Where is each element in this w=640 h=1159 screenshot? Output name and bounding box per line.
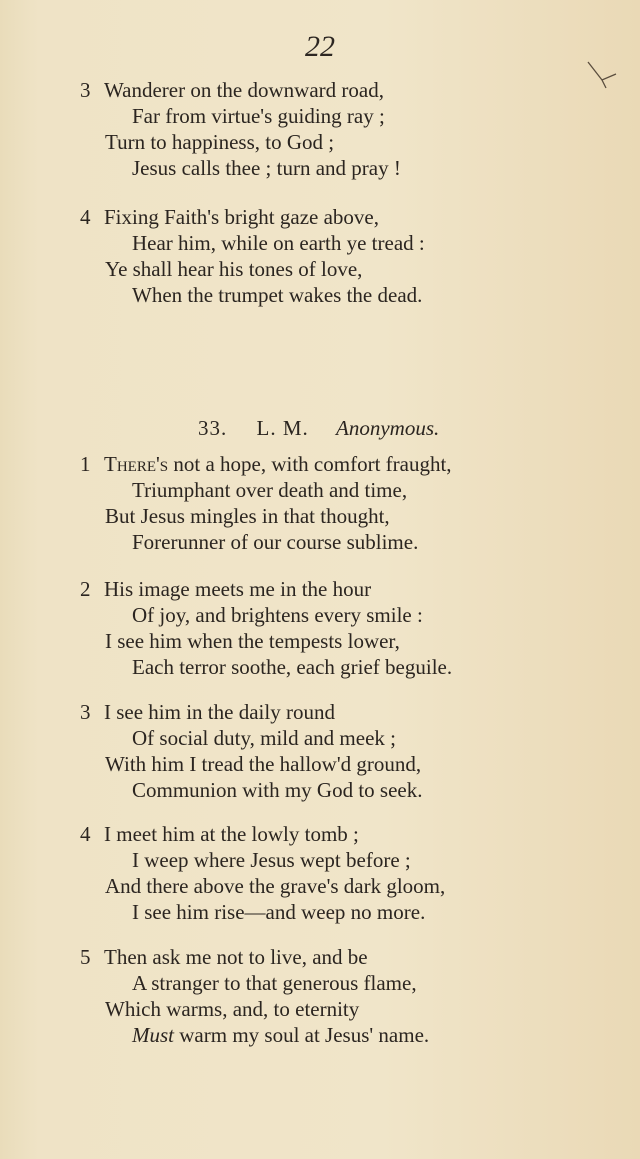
verse-text: Wanderer on the downward road, bbox=[104, 78, 384, 102]
hymn-author: Anonymous. bbox=[336, 416, 440, 440]
stanza-line bbox=[80, 451, 452, 477]
stanza-line: But Jesus mingles in that thought, bbox=[105, 504, 390, 528]
verse-text: Fixing Faith's bright gaze above, bbox=[104, 205, 379, 229]
page-number: 22 bbox=[305, 30, 335, 63]
stanza-line: I see him rise—and weep no more. bbox=[132, 900, 426, 924]
hymn-number: 33. bbox=[198, 416, 228, 440]
stanza-line: Communion with my God to seek. bbox=[132, 778, 423, 802]
stanza-line bbox=[80, 699, 335, 725]
italic-word: Must bbox=[132, 1023, 174, 1047]
stanza-line: Turn to happiness, to God ; bbox=[105, 130, 335, 154]
stanza-number: 4 bbox=[80, 205, 91, 229]
hymn-meter: L. M. bbox=[256, 416, 309, 440]
stanza-line: Which warms, and, to eternity bbox=[105, 997, 360, 1021]
stanza-line bbox=[80, 821, 359, 847]
stanza-line bbox=[80, 576, 371, 602]
stanza-line: Hear him, while on earth ye tread : bbox=[132, 231, 425, 255]
verse-text: His image meets me in the hour bbox=[104, 577, 372, 601]
stanza-number: 4 bbox=[80, 822, 91, 846]
stanza-line: Triumphant over death and time, bbox=[132, 478, 408, 502]
stanza-line: Far from virtue's guiding ray ; bbox=[132, 104, 385, 128]
stanza-number: 2 bbox=[80, 577, 91, 601]
stanza-line bbox=[80, 944, 368, 970]
stanza-number: 1 bbox=[80, 452, 91, 476]
stanza-number: 3 bbox=[80, 78, 91, 102]
verse-text: I meet him at the lowly tomb ; bbox=[104, 822, 359, 846]
stanza-line: With him I tread the hallow'd ground, bbox=[105, 752, 422, 776]
stanza-line: Jesus calls thee ; turn and pray ! bbox=[132, 156, 401, 180]
stanza-line: And there above the grave's dark gloom, bbox=[105, 874, 446, 898]
stanza-line: Of joy, and brightens every smile : bbox=[132, 603, 423, 627]
stanza-line: I see him when the tempests lower, bbox=[105, 629, 400, 653]
stanza-line bbox=[80, 204, 379, 230]
stanza-line: When the trumpet wakes the dead. bbox=[132, 283, 423, 307]
stanza-line: Each terror soothe, each grief beguile. bbox=[132, 655, 453, 679]
verse-text: not a hope, with comfort fraught, bbox=[168, 452, 452, 476]
stanza-line: Ye shall hear his tones of love, bbox=[105, 257, 363, 281]
hymn-heading bbox=[198, 416, 439, 441]
stanza-line: I weep where Jesus wept before ; bbox=[132, 848, 411, 872]
stanza-number: 3 bbox=[80, 700, 91, 724]
pencil-mark-icon bbox=[586, 58, 636, 92]
verse-text: I see him in the daily round bbox=[104, 700, 335, 724]
stanza-line bbox=[80, 77, 384, 103]
verse-text: warm my soul at Jesus' name. bbox=[174, 1023, 430, 1047]
stanza-line bbox=[132, 1022, 429, 1048]
stanza-number: 5 bbox=[80, 945, 91, 969]
verse-text: Then ask me not to live, and be bbox=[104, 945, 368, 969]
stanza-line: A stranger to that generous flame, bbox=[132, 971, 417, 995]
stanza-line: Forerunner of our course sublime. bbox=[132, 530, 419, 554]
stanza-line: Of social duty, mild and meek ; bbox=[132, 726, 396, 750]
first-word: There's bbox=[104, 452, 169, 476]
